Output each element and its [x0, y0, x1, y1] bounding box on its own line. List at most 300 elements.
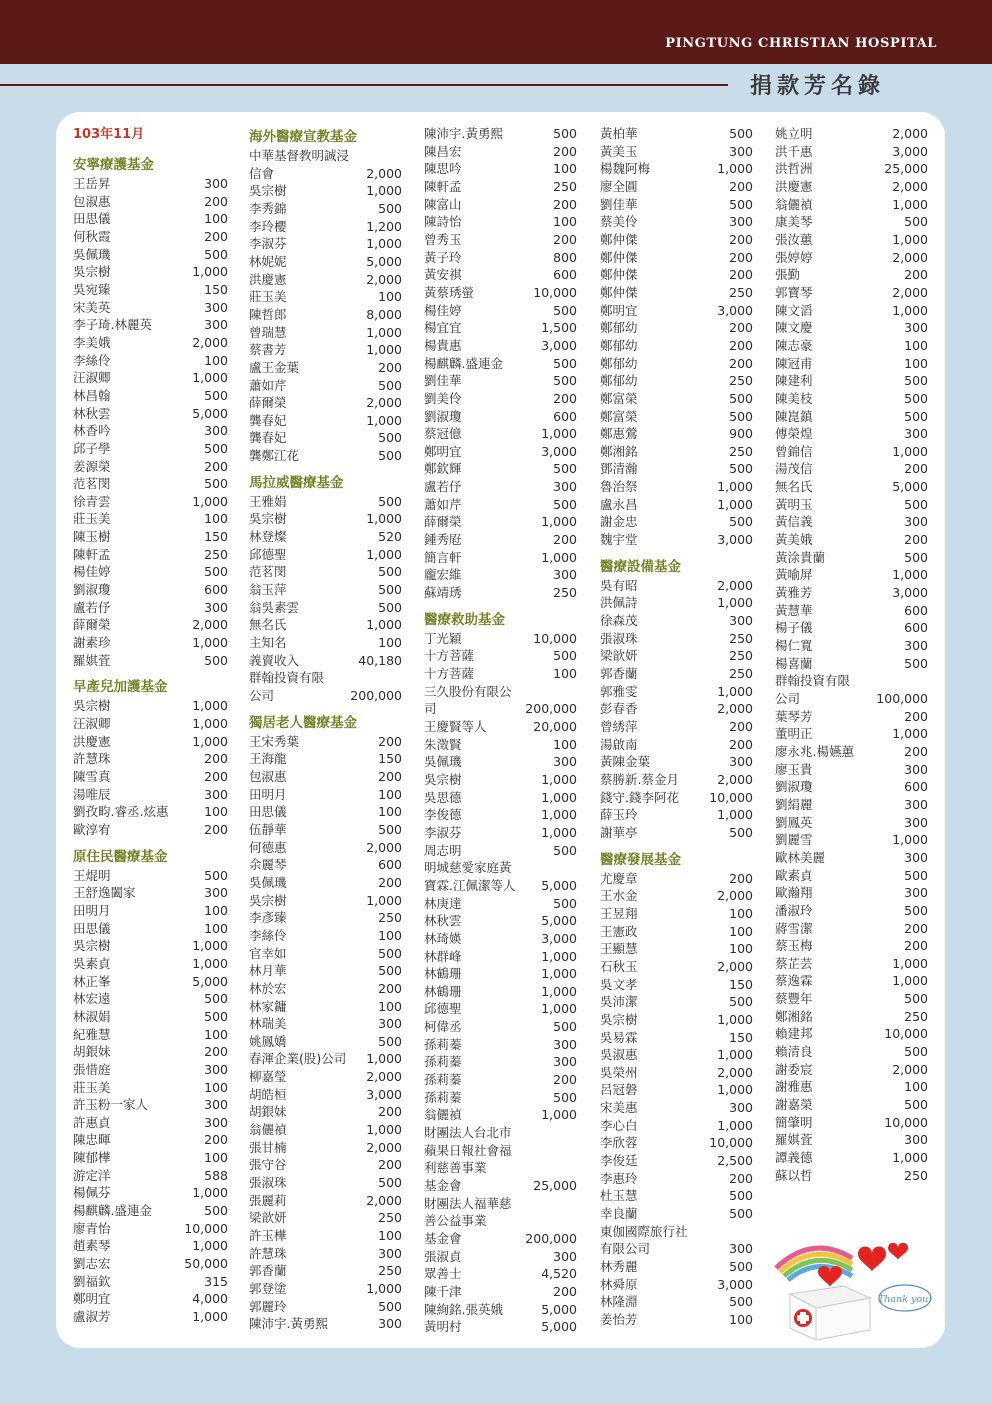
donor-name: 黃美娥	[775, 532, 813, 548]
donation-amount: 2,000	[717, 701, 753, 717]
donor-row	[73, 803, 228, 821]
donor-name: 盧若伃	[424, 479, 462, 495]
donor-name: 許玉樺	[249, 1228, 287, 1244]
donor-name: 鄭明宜	[424, 443, 462, 459]
donor-row	[73, 990, 228, 1008]
donor-name: 許惠貞	[73, 1114, 111, 1130]
donor-row	[775, 125, 928, 143]
donor-row	[249, 288, 402, 306]
donor-row	[775, 1025, 928, 1043]
donor-name: 鄭欽輝	[424, 461, 462, 477]
donor-row	[600, 231, 753, 249]
donor-row	[73, 458, 228, 476]
donation-amount: 5,000	[541, 1319, 577, 1335]
donor-name: 有限公司	[600, 1241, 651, 1257]
donor-row	[73, 1149, 228, 1167]
donation-amount: 300	[904, 885, 928, 901]
donation-amount: 200	[729, 178, 753, 194]
donor-row	[424, 1089, 577, 1107]
donation-amount: 1,000	[717, 496, 753, 512]
donor-row	[600, 143, 753, 161]
donor-name: 蕭如芹	[249, 377, 287, 393]
donor-row	[775, 990, 928, 1008]
donor-name: 林昌翰	[73, 387, 111, 403]
donor-name: 杜玉慧	[600, 1188, 638, 1204]
donor-row	[73, 387, 228, 405]
donor-row	[249, 1121, 402, 1139]
donation-amount: 500	[904, 214, 928, 230]
donor-row	[600, 496, 753, 514]
donor-row	[600, 1240, 753, 1258]
donor-row	[73, 750, 228, 768]
donation-amount: 1,000	[717, 161, 753, 177]
title-rule	[0, 84, 728, 86]
donor-name: 陳志豪	[775, 337, 813, 353]
donor-row	[73, 1114, 228, 1132]
donation-amount: 500	[729, 994, 753, 1010]
donation-amount: 100	[553, 161, 577, 177]
donation-amount: 200	[378, 874, 402, 890]
thank-you-text: Thank you!	[877, 1294, 933, 1305]
donation-amount: 5,000	[192, 973, 228, 989]
donation-amount: 1,000	[541, 771, 577, 787]
donor-row	[424, 842, 577, 860]
donor-name: 王慶賢等人	[424, 718, 487, 734]
donation-amount: 250	[904, 1167, 928, 1183]
donation-amount: 500	[729, 1188, 753, 1204]
donor-row	[73, 768, 228, 786]
donor-row	[424, 1071, 577, 1089]
donor-name: 汪淑卿	[73, 716, 111, 732]
donation-amount: 2,000	[892, 249, 928, 265]
donor-row	[424, 912, 577, 930]
donor-row	[424, 806, 577, 824]
donation-amount: 1,000	[892, 302, 928, 318]
donor-name: 彭春香	[600, 701, 638, 717]
donor-name: 李淑芬	[424, 824, 462, 840]
donor-name: 王焜明	[73, 867, 111, 883]
donation-amount: 500	[729, 196, 753, 212]
donor-name: 姚鳳嬌	[249, 1033, 287, 1049]
donor-name: 吳宗樹	[73, 264, 111, 280]
donor-name: 賴清良	[775, 1044, 813, 1060]
donor-row	[73, 1096, 228, 1114]
donor-row	[600, 1152, 753, 1170]
donation-amount: 1,000	[192, 938, 228, 954]
donation-amount: 200	[904, 920, 928, 936]
donor-name: 范茗閔	[249, 564, 287, 580]
donor-row	[249, 359, 402, 377]
donation-amount: 1,000	[366, 324, 402, 340]
donor-name: 薛爾榮	[249, 395, 287, 411]
donor-row	[73, 884, 228, 902]
donation-amount: 10,000	[884, 1114, 928, 1130]
donor-row	[775, 284, 928, 302]
donor-name: 賴建邦	[775, 1026, 813, 1042]
donor-name: 鄭郁幼	[600, 355, 638, 371]
donation-amount: 500	[378, 430, 402, 446]
donor-name: 公司	[249, 688, 275, 703]
donor-name: 官幸如	[249, 945, 287, 961]
donation-amount: 500	[729, 390, 753, 406]
donor-row	[600, 771, 753, 789]
donor-name: 李秀錦	[249, 200, 287, 216]
donor-name: 柯偉丞	[424, 1019, 462, 1035]
donor-row	[600, 1029, 753, 1047]
donor-name: 李玲櫻	[249, 218, 287, 234]
donation-amount: 500	[553, 302, 577, 318]
donation-amount: 1,000	[892, 973, 928, 989]
donor-name: 張汝蕙	[775, 231, 813, 247]
donation-amount: 5,000	[541, 877, 577, 893]
donor-name-line: 東伽國際旅行社	[600, 1223, 688, 1239]
donor-name: 龔鄭江花	[249, 448, 300, 464]
donor-row	[775, 460, 928, 478]
donation-amount: 300	[904, 814, 928, 830]
donor-name: 十方菩薩	[424, 666, 475, 682]
donation-amount: 500	[204, 246, 228, 262]
donation-amount: 500	[204, 652, 228, 668]
donor-name: 曾綉萍	[600, 719, 638, 734]
donor-name: 洪慶憲	[775, 178, 813, 194]
donor-name: 王雅娟	[249, 493, 287, 509]
donation-amount: 200	[729, 267, 753, 283]
donation-amount: 500	[904, 549, 928, 565]
donor-row	[424, 531, 577, 549]
donor-name: 魏宇堂	[600, 532, 638, 548]
donor-row	[424, 425, 577, 443]
donation-amount: 100	[204, 920, 228, 936]
donation-amount: 1,000	[366, 236, 402, 252]
donor-name: 李絲伶	[73, 352, 111, 368]
donor-row	[600, 824, 753, 842]
donation-amount: 1,000	[541, 789, 577, 805]
donation-amount: 1,000	[192, 370, 228, 386]
donation-amount: 1,000	[717, 1011, 753, 1027]
donation-amount: 500	[378, 1175, 402, 1191]
donor-name-line: 中華基督教明誠浸	[249, 148, 350, 163]
donor-name: 翁儷禎	[249, 1122, 287, 1138]
donor-row	[775, 390, 928, 408]
donor-row	[600, 160, 753, 178]
donor-row	[600, 1134, 753, 1152]
fund-heading: 安寧療護基金	[73, 157, 154, 173]
donor-name: 胡銀妹	[73, 1044, 111, 1060]
donor-row	[424, 178, 577, 196]
donor-name: 吳佩璣	[73, 246, 111, 262]
donation-amount: 500	[553, 355, 577, 371]
donor-row	[775, 302, 928, 320]
donation-amount: 40,180	[358, 652, 402, 668]
donation-amount: 100,000	[876, 690, 928, 706]
donor-row	[424, 160, 577, 178]
donor-name: 王岳昇	[73, 176, 111, 191]
donation-amount: 300	[729, 214, 753, 230]
donation-amount: 600	[378, 857, 402, 873]
donation-amount: 600	[204, 582, 228, 598]
donor-row	[600, 249, 753, 267]
page-title: 捐款芳名錄	[750, 74, 886, 99]
donor-row	[249, 377, 402, 395]
donor-row	[249, 546, 402, 564]
donor-row	[73, 440, 228, 458]
donor-name: 翁玉萍	[249, 582, 287, 598]
donor-row	[73, 405, 228, 423]
donor-name: 王顯慧	[600, 941, 638, 957]
donor-row	[600, 125, 753, 143]
donor-name: 鄭明宜	[73, 1291, 111, 1307]
donor-row	[249, 998, 402, 1016]
donor-row	[775, 849, 928, 867]
donation-amount: 200	[204, 458, 228, 474]
donor-name-line: 群翰投資有限	[249, 670, 325, 686]
donor-row	[73, 546, 228, 564]
donation-amount: 200	[553, 532, 577, 548]
donation-amount: 100	[204, 902, 228, 918]
donation-amount: 150	[729, 1029, 753, 1045]
donation-amount: 500	[378, 582, 402, 598]
donor-name: 吳宗樹	[73, 698, 111, 714]
donor-name: 黃喻屏	[775, 567, 813, 583]
donor-row	[73, 352, 228, 370]
donation-amount: 200	[553, 1283, 577, 1299]
donor-row	[600, 806, 753, 824]
donation-amount: 1,000	[366, 412, 402, 428]
donor-name: 翁吳素雲	[249, 599, 300, 615]
donor-name: 郭香蘭	[600, 666, 638, 682]
donor-name: 何秋霞	[73, 228, 111, 244]
donation-amount: 8,000	[366, 306, 402, 322]
donor-row	[775, 160, 928, 178]
donor-row	[73, 715, 228, 733]
donation-amount: 800	[553, 249, 577, 265]
donor-row	[600, 460, 753, 478]
donation-amount: 300	[204, 1061, 228, 1077]
donation-amount: 2,000	[366, 1069, 402, 1085]
donation-amount: 500	[204, 387, 228, 403]
donor-row	[249, 786, 402, 804]
donor-row	[775, 337, 928, 355]
donor-name: 莊玉美	[73, 1079, 111, 1095]
donor-row	[600, 940, 753, 958]
donation-amount: 500	[553, 648, 577, 664]
donor-name: 洪千惠	[775, 143, 813, 159]
donor-name-line: 財團法人台北市	[424, 1125, 512, 1141]
donor-row	[424, 1301, 577, 1319]
donor-name: 胡銀妹	[249, 1104, 287, 1120]
donor-name: 黃美玉	[600, 143, 638, 159]
donor-row	[600, 923, 753, 941]
donor-name: 湯唯辰	[73, 786, 111, 802]
donor-name: 董明正	[775, 726, 813, 742]
donor-row	[424, 1283, 577, 1301]
donor-row	[249, 394, 402, 412]
donor-row	[600, 753, 753, 771]
donor-name: 張惜庭	[73, 1061, 111, 1077]
donor-name: 王宋秀葉	[249, 733, 300, 749]
donor-row	[73, 1308, 228, 1326]
donation-amount: 300	[904, 796, 928, 812]
donor-row	[775, 178, 928, 196]
donation-amount: 300	[204, 299, 228, 315]
donor-name: 蔡書芳	[249, 342, 287, 358]
donation-amount: 1,000	[366, 892, 402, 908]
donor-row	[424, 549, 577, 567]
donor-row	[73, 955, 228, 973]
donation-amount: 1,000	[366, 617, 402, 633]
donation-amount: 200	[553, 231, 577, 247]
donor-name: 張守谷	[249, 1157, 287, 1173]
donor-row	[775, 1078, 928, 1096]
donation-amount: 10,000	[533, 630, 577, 646]
donation-amount: 200,000	[350, 688, 402, 703]
donor-row	[775, 1131, 928, 1149]
donor-row	[73, 1255, 228, 1273]
donor-name: 基金會	[424, 1177, 462, 1193]
donor-name: 包淑惠	[249, 768, 287, 784]
donation-amount: 200	[378, 1104, 402, 1120]
donor-name: 林群峰	[424, 948, 462, 964]
donation-amount: 300	[553, 1054, 577, 1070]
donor-name: 李俊德	[424, 807, 462, 823]
donor-name: 黃信義	[775, 514, 813, 530]
donor-name: 楊宜宜	[424, 320, 462, 336]
donor-name: 主知名	[249, 635, 287, 651]
donor-row	[249, 768, 402, 786]
donor-row	[600, 408, 753, 426]
donation-amount: 2,000	[892, 178, 928, 194]
donor-name: 鄭郁幼	[600, 373, 638, 389]
donor-row	[775, 355, 928, 373]
donation-amount: 500	[729, 126, 753, 141]
donor-row	[249, 306, 402, 324]
heart-icon	[858, 1247, 886, 1273]
donor-row	[600, 1081, 753, 1099]
donor-name: 趙素琴	[73, 1238, 111, 1254]
donor-name: 劉佳華	[600, 196, 638, 212]
donor-name: 翁儷禎	[775, 196, 813, 212]
donor-row	[73, 334, 228, 352]
donation-amount: 3,000	[892, 143, 928, 159]
donor-row	[775, 743, 928, 761]
donation-amount: 200	[729, 337, 753, 353]
donor-name: 鄭富榮	[600, 408, 638, 424]
donor-name: 廖全圓	[600, 178, 638, 194]
donor-name: 無名氏	[775, 479, 813, 495]
donor-row	[249, 1315, 402, 1333]
donor-row	[249, 324, 402, 342]
donor-name: 張淑珠	[249, 1175, 287, 1191]
donor-row	[775, 1008, 928, 1026]
donation-amount: 250	[729, 284, 753, 300]
donation-amount: 100	[204, 1079, 228, 1095]
donor-row	[775, 1167, 928, 1185]
donor-row	[600, 700, 753, 718]
donor-row	[73, 193, 228, 211]
donor-row	[73, 1273, 228, 1291]
heart-icon-small	[888, 1243, 908, 1260]
donation-amount: 250	[729, 373, 753, 389]
donor-name: 陳昌宏	[424, 143, 462, 159]
donor-name: 郭香蘭	[249, 1263, 287, 1279]
donation-amount: 500	[553, 126, 577, 141]
donor-row	[249, 1298, 402, 1316]
period-label: 103年11月	[73, 127, 145, 142]
donor-row	[775, 1149, 928, 1167]
donor-row	[424, 249, 577, 267]
fund-heading: 醫療發展基金	[600, 851, 681, 868]
donor-name: 劉淑瓊	[775, 779, 813, 795]
donation-amount: 1,000	[366, 342, 402, 358]
donor-name: 湯茂信	[775, 461, 813, 477]
donor-name: 眾善士	[424, 1266, 462, 1282]
donor-name: 司	[424, 701, 437, 717]
donor-row	[775, 972, 928, 990]
donor-row	[775, 778, 928, 796]
donor-name: 林正峯	[73, 973, 111, 989]
donor-name: 許玉粉一家人	[73, 1097, 149, 1113]
donor-row	[775, 566, 928, 584]
donation-amount: 500	[729, 408, 753, 424]
donation-amount: 100	[378, 804, 402, 820]
donation-amount: 200	[204, 1132, 228, 1148]
donor-row	[600, 594, 753, 612]
donation-amount: 100	[729, 941, 753, 957]
donor-row	[424, 665, 577, 683]
donor-row	[600, 1117, 753, 1135]
donation-amount: 100	[904, 1079, 928, 1095]
donor-row	[775, 531, 928, 549]
donor-name: 吳文孝	[600, 976, 638, 992]
donation-amount: 520	[378, 529, 402, 545]
donor-name: 黃雅芳	[775, 585, 813, 601]
donor-row	[73, 299, 228, 317]
donation-amount: 2,000	[717, 888, 753, 904]
donation-amount: 500	[904, 390, 928, 406]
donor-name: 潘淑玲	[775, 902, 813, 918]
donor-row	[600, 958, 753, 976]
donor-name: 余麗琴	[249, 857, 287, 873]
donation-amount: 500	[729, 1259, 753, 1275]
donation-amount: 200	[378, 359, 402, 375]
donor-name: 劉福欽	[73, 1273, 111, 1289]
donation-amount: 200	[904, 708, 928, 724]
donation-amount: 25,000	[884, 161, 928, 177]
donor-name: 李淑芬	[249, 236, 287, 252]
donor-name: 公司	[775, 690, 801, 706]
donor-name: 何德惠	[249, 839, 287, 855]
donor-row	[249, 687, 402, 705]
donor-row	[73, 902, 228, 920]
donor-name: 鄭惠鶯	[600, 426, 638, 442]
donor-row	[424, 372, 577, 390]
donor-name: 楊麒麟.盛連金	[424, 355, 503, 371]
donor-name: 林庚達	[424, 895, 462, 911]
donation-amount: 300	[729, 613, 753, 629]
donor-name: 廖青怡	[73, 1220, 111, 1236]
donor-row	[249, 750, 402, 768]
donor-name: 蔡美伶	[600, 214, 638, 230]
donor-row	[775, 761, 928, 779]
donor-name: 林隆淵	[600, 1294, 638, 1310]
donor-name: 林秋雲	[73, 405, 111, 421]
donor-row	[775, 249, 928, 267]
donor-name: 梁歆妍	[600, 648, 638, 664]
donation-amount: 1,000	[541, 948, 577, 964]
donation-amount: 300	[904, 320, 928, 336]
donation-amount: 300	[204, 786, 228, 802]
donation-amount: 1,000	[366, 511, 402, 527]
